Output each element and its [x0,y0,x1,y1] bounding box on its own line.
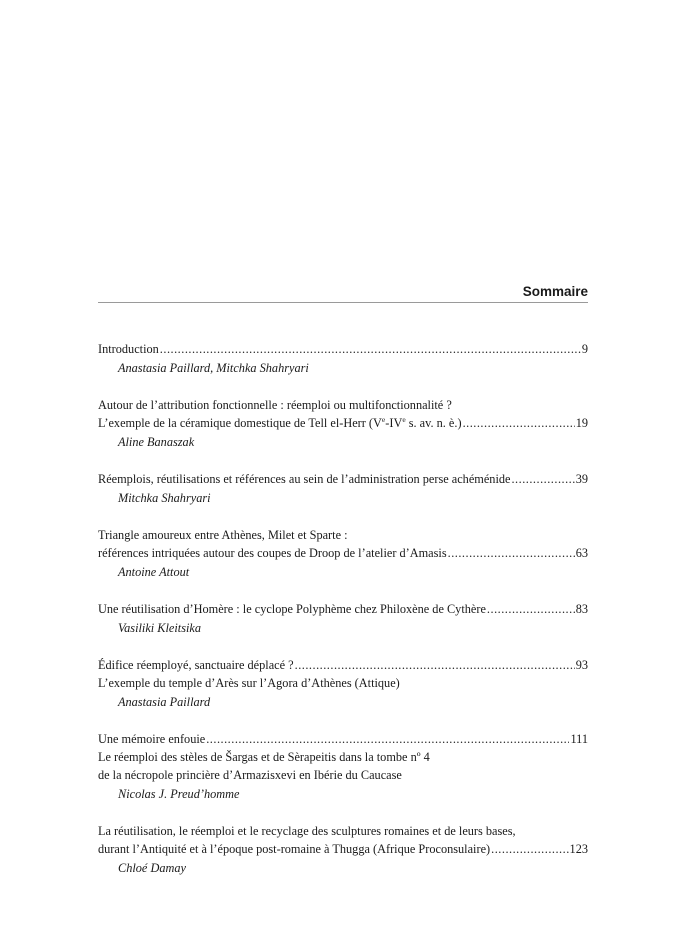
dot-leader [448,544,575,562]
toc-title-line [98,822,588,840]
page-number: 9 [581,342,588,356]
toc-title-line [98,674,588,692]
toc-title-line [98,544,588,562]
toc-title-line [98,414,588,432]
entry-author: Nicolas J. Preud’homme [118,787,240,801]
entry-author: Antoine Attout [118,565,190,579]
heading-rule [98,302,588,303]
page-number: 123 [569,842,588,856]
page-number: 111 [570,732,588,746]
toc-entry-edifice-reemploye[interactable] [98,656,588,711]
entry-title: Une mémoire enfouie [98,732,206,746]
table-of-contents [98,340,588,896]
entry-subtitle: de la nécropole princière d’Armazisxevi en Ibérie du Caucase [98,768,402,782]
entry-title: Triangle amoureux entre Athènes, Milet et Sparte : [98,528,348,542]
page-number: 63 [575,546,588,560]
entry-subtitle: Le réemploi des stèles de Šargas et de Sèrapeitis dans la tombe nº 4 [98,750,430,764]
entry-author: Anastasia Paillard, Mitchka Shahryari [118,361,309,375]
page-number: 83 [575,602,588,616]
dot-leader [491,840,568,858]
entry-author: Vasiliki Kleitsika [118,621,201,635]
toc-title-line [98,766,588,784]
entry-title: La réutilisation, le réemploi et le recyclage des sculptures romaines et de leurs bases, [98,824,516,838]
entry-title: Édifice réemployé, sanctuaire déplacé ? [98,658,294,672]
toc-title-line [98,656,588,674]
toc-title-line [98,340,588,358]
toc-entry-homere[interactable] [98,600,588,637]
dot-leader [206,730,569,748]
page-number: 19 [575,416,588,430]
entry-subtitle: durant l’Antiquité et à l’époque post-romaine à Thugga (Afrique Proconsulaire) [98,842,491,856]
toc-heading: Sommaire [522,284,588,299]
entry-author: Mitchka Shahryari [118,491,211,505]
entry-author: Aline Banaszak [118,435,195,449]
entry-title: Une réutilisation d’Homère : le cyclope Polyphème chez Philoxène de Cythère [98,602,486,616]
dot-leader [295,656,575,674]
entry-title: Réemplois, réutilisations et références au sein de l’administration perse achéménide [98,472,511,486]
toc-entry-triangle-amoureux[interactable] [98,526,588,581]
toc-title-line [98,600,588,618]
toc-entry-memoire-enfouie[interactable] [98,730,588,803]
entry-title: Autour de l’attribution fonctionnelle : réemploi ou multifonctionnalité ? [98,398,452,412]
entry-title: Introduction [98,342,159,356]
dot-leader [463,414,575,432]
toc-entry-tell-el-herr[interactable] [98,396,588,451]
entry-author: Chloé Damay [118,861,186,875]
toc-title-line [98,526,588,544]
dot-leader [511,470,574,488]
toc-entry-perse-achemenide[interactable] [98,470,588,507]
toc-title-line [98,470,588,488]
toc-title-line [98,840,588,858]
entry-subtitle: L’exemple de la céramique domestique de Tell el-Herr (Ve-IVe s. av. n. è.) [98,414,462,430]
entry-author: Anastasia Paillard [118,695,211,709]
dot-leader [487,600,575,618]
toc-entry-introduction[interactable] [98,340,588,377]
page-number: 39 [575,472,588,486]
toc-title-line [98,396,588,414]
toc-title-line [98,748,588,766]
toc-title-line [98,730,588,748]
page-number: 93 [575,658,588,672]
entry-subtitle: L’exemple du temple d’Arès sur l’Agora d’Athènes (Attique) [98,676,400,690]
entry-subtitle: références intriquées autour des coupes de Droop de l’atelier d’Amasis [98,546,447,560]
toc-entry-thugga[interactable] [98,822,588,877]
dot-leader [160,340,581,358]
